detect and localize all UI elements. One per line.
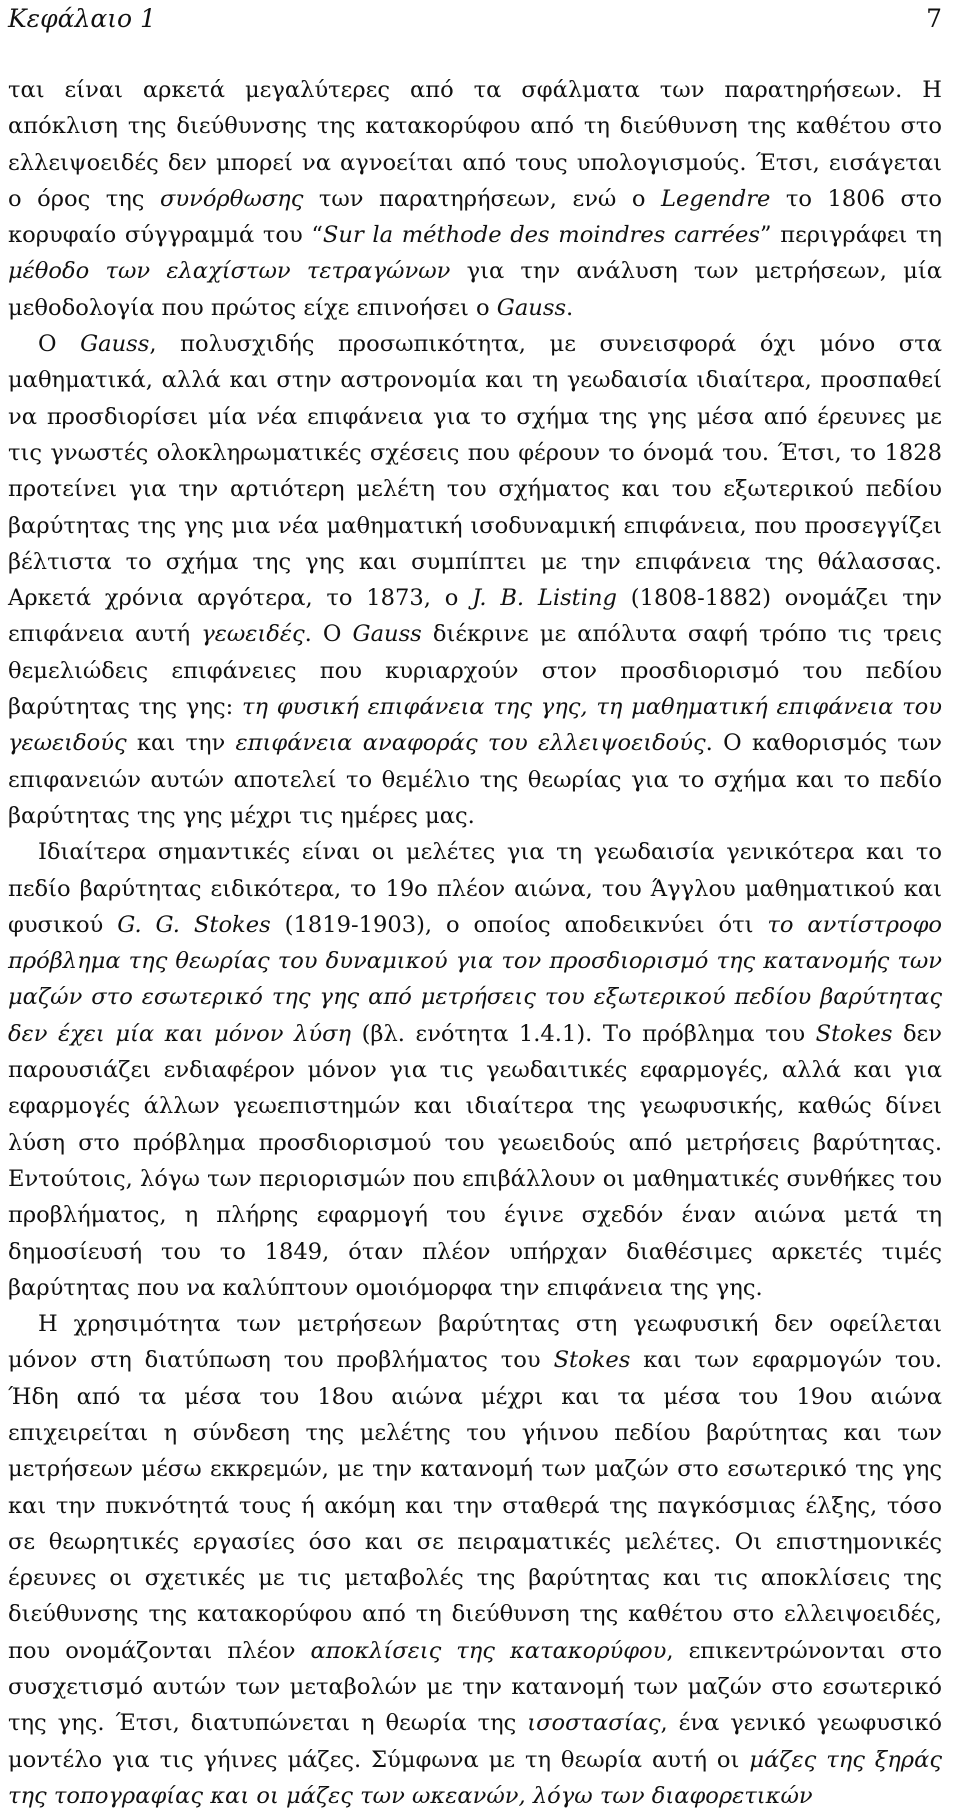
text-segment: το 1806 στο κορυφαίο σύγγραμμά του “: [8, 185, 943, 249]
text-segment: .: [566, 294, 574, 321]
text-segment: . Ο καθορισμός των επιφανειών αυτών αποτελεί το θεμέλιο της θεωρίας για το σχήμα και το πεδίο βαρύτητας της γης μέχρι τις ημέρες μας.: [8, 730, 943, 829]
italic-text: Sur la méthode des moindres carrées: [322, 222, 761, 249]
text-segment: για την ανάλυση των μετρήσεων, μία μεθοδολογία που πρώτος είχε επινοήσει ο: [8, 258, 942, 321]
italic-text: ισοστασίας: [527, 1710, 661, 1737]
italic-text: συνόρθωσης: [159, 185, 304, 212]
chapter-title: Κεφάλαιο 1: [8, 4, 156, 33]
text-segment: διέκρινε με απόλυτα σαφή τρόπο τις τρεις θεμελιώδεις επιφάνειες που κυριαρχούν στον προσδιορισμό του πεδίου βαρύτητας της γης:: [8, 621, 942, 721]
italic-text: Gauss: [80, 331, 150, 358]
text-segment: ” περιγράφει τη: [760, 222, 943, 249]
italic-text: Stokes: [815, 1020, 893, 1047]
text-segment: Ο: [38, 331, 81, 358]
italic-text: μέθοδο των ελαχίστων τετραγώνων: [8, 258, 451, 285]
text-segment: , επικεντρώνονται στο συσχετισμό αυτών των μεταβολών με την κατανομή των μαζών στο εσωτερικό της γης. Έτσι, διατυπώνεται η θεωρία της: [8, 1637, 942, 1737]
italic-text: Legendre: [660, 185, 771, 212]
italic-text: Gauss: [496, 294, 567, 321]
text-segment: (1808-1882) ονομάζει την επιφάνεια αυτή: [8, 585, 942, 648]
italic-text: επιφάνεια αναφοράς του ελλειψοειδούς: [235, 730, 706, 757]
italic-text: τη φυσική επιφάνεια της γης, τη μαθηματική επιφάνεια του γεωειδούς: [8, 694, 943, 757]
text-segment: και την: [126, 730, 236, 757]
italic-text: μάζες της ξηράς της τοπογραφίας και οι μάζες των ωκεανών, λόγω των διαφορετικών: [8, 1746, 942, 1809]
text-segment: Η χρησιμότητα των μετρήσεων βαρύτητας στη γεωφυσική δεν οφείλεται μόνον στη διατύπωση του προβλήματος του: [8, 1311, 942, 1374]
italic-text: G. G. Stokes: [117, 911, 271, 938]
italic-text: Gauss: [352, 621, 422, 648]
italic-text: Stokes: [553, 1347, 631, 1374]
text-segment: των παρατηρήσεων, ενώ ο: [303, 185, 661, 212]
paragraph: [8, 72, 942, 326]
italic-text: J. B. Listing: [472, 585, 617, 612]
paragraph: [8, 834, 942, 1306]
text-segment: Ιδιαίτερα σημαντικές είναι οι μελέτες για τη γεωδαισία γενικότερα και το πεδίο βαρύτητας ειδικότερα, το 19ο πλέον αιώνα, του Άγγλου μαθηματικού και φυσικού: [8, 839, 942, 938]
text-segment: ται είναι αρκετά μεγαλύτερες από τα σφάλματα των παρατηρήσεων. Η απόκλιση της διεύθυνσης της κατακορύφου από τη διεύθυνση της καθέτου στο ελλειψοειδές δεν μπορεί να αγνοείται από τους υπολογισμούς. Έτσι, εισάγεται ο όρος της: [8, 77, 942, 212]
paragraph: [8, 326, 942, 834]
page-number: 7: [926, 4, 942, 33]
text-segment: , πολυσχιδής προσωπικότητα, με συνεισφορά όχι μόνο στα μαθηματικά, αλλά και στην αστρονομία και τη γεωδαισία ιδιαίτερα, προσπαθεί να προσδιορίσει μία νέα επιφάνεια για το σχήμα της γης μέσα από έρευνες με τις γνωστές ολοκληρωματικές σχέσεις που φέρουν το όνομά του. Έτσι, το 1828 προτείνει για την αρτιότερη μελέτη του σχήματος και του εξωτερικού πεδίου βαρύτητας της γης μια νέα μαθηματική ισοδυναμική επιφάνεια, που προσεγγίζει βέλτιστα το σχήμα της γης και συμπίπτει με την επιφάνεια της θάλασσας. Αρκετά χρόνια αργότερα, το 1873, ο: [8, 331, 942, 612]
document-page: [8, 0, 942, 1814]
text-segment: (βλ. ενότητα 1.4.1). Το πρόβλημα του: [351, 1020, 816, 1047]
paragraph: [8, 1306, 942, 1814]
text-segment: (1819-1903), ο οποίος αποδεικνύει ότι: [270, 911, 768, 938]
text-segment: και των εφαρμογών του. Ήδη από τα μέσα του 18ου αιώνα μέχρι και τα μέσα του 19ου αιώνα επιχειρείται η σύνδεση της μελέτης του γήινου πεδίου βαρύτητας και των μετρήσεων μέσω εκκρεμών, με την κατανομή των μαζών στο εσωτερικό της γης και την πυκνότητά τους ή ακόμη και την σταθερά της παγκόσμιας έλξης, τόσο σε θεωρητικές εργασίες όσο και σε πειραματικές μελέτες. Οι επιστημονικές έρευνες οι σχετικές με τις μεταβολές της βαρύτητας και τις αποκλίσεις της διεύθυνσης της κατακορύφου από τη διεύθυνση της καθέτου στο ελλειψοειδές, που ονομάζονται πλέον: [8, 1347, 943, 1664]
italic-text: το αντίστροφο πρόβλημα της θεωρίας του δυναμικού για τον προσδιορισμό της κατανομής των μαζών στο εσωτερικό της γης από μετρήσεις του εξωτερικού πεδίου βαρύτητας δεν έχει μία και μόνον λύση: [8, 911, 943, 1047]
page-header: [8, 0, 942, 42]
italic-text: αποκλίσεις της κατακορύφου: [310, 1637, 667, 1664]
body-text: [8, 72, 942, 1814]
text-segment: . Ο: [304, 621, 353, 648]
italic-text: γεωειδές: [201, 621, 305, 648]
text-segment: , ένα γενικό γεωφυσικό μοντέλο για τις γήινες μάζες. Σύμφωνα με τη θεωρία αυτή οι: [8, 1710, 942, 1773]
text-segment: δεν παρουσιάζει ενδιαφέρον μόνον για τις γεωδαιτικές εφαρμογές, αλλά και για εφαρμογές άλλων γεωεπιστημών και ιδιαίτερα της γεωφυσικής, καθώς δίνει λύση στο πρόβλημα προσδιορισμού του γεωειδούς από μετρήσεις βαρύτητας. Εντούτοις, λόγω των περιορισμών που επιβάλλουν οι μαθηματικές συνθήκες του προβλήματος, η πλήρης εφαρμογή του έγινε σχεδόν έναν αιώνα μετά τη δημοσίευσή του το 1849, όταν πλέον υπήρχαν διαθέσιμες αρκετές τιμές βαρύτητας που να καλύπτουν ομοιόμορφα την επιφάνεια της γης.: [8, 1020, 943, 1301]
